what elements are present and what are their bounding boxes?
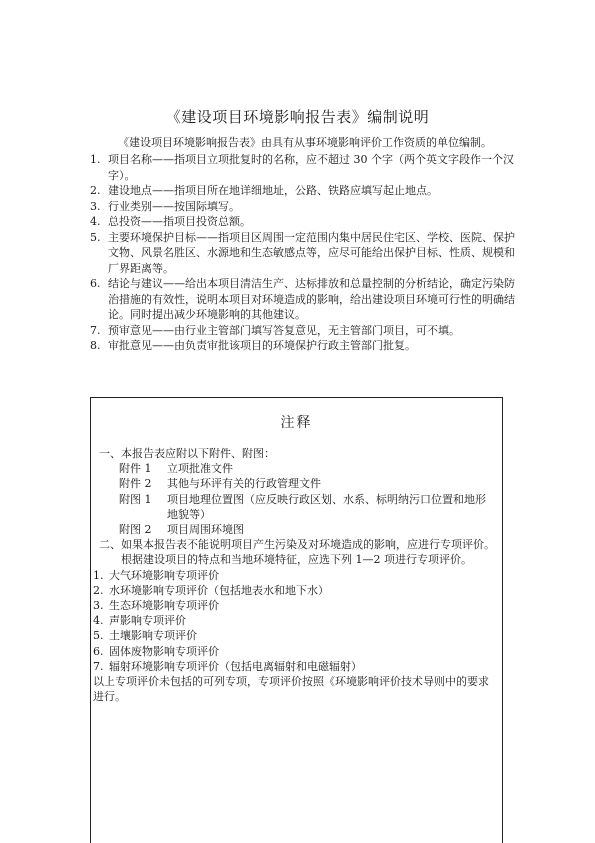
item-text: 总投资——指项目投资总额。	[108, 215, 251, 228]
item-text: 预审意见——由行业主管部门填写答复意见，无主管部门项目，可不填。	[108, 323, 460, 337]
instruction-list	[90, 152, 515, 354]
attachment-item	[91, 476, 502, 491]
topic-number: 5.	[93, 629, 104, 643]
item-number: 6.	[90, 277, 101, 290]
attachment-item	[91, 461, 502, 476]
topic-number: 6.	[93, 644, 104, 658]
item-number: 8.	[90, 339, 101, 352]
list-item	[90, 214, 515, 230]
notes-section-1	[91, 446, 502, 461]
section-text: 本报告表应附以下附件、附图：	[121, 447, 275, 460]
section-number: 二、	[99, 538, 121, 552]
attachment-label: 附图 1	[119, 492, 152, 506]
topic-text: 固体废物影响专项评价	[109, 644, 219, 658]
topic-item	[91, 659, 502, 674]
topic-number: 3.	[93, 599, 104, 613]
list-item	[90, 199, 515, 215]
attachment-item	[91, 522, 502, 537]
item-text: 建设地点——指项目所在地详细地址，公路、铁路应填写起止地点。	[108, 184, 438, 197]
item-number: 2.	[90, 184, 101, 197]
topic-item	[91, 628, 502, 643]
topic-text: 土壤影响专项评价	[109, 629, 197, 643]
section-text: 如果本报告表不能说明项目产生污染及对环境造成的影响，应进行专项评价。根据建设项目的特点和当地环境特征，应选下列 1—2 项进行专项评价。	[121, 538, 495, 567]
topic-item	[91, 598, 502, 613]
item-text: 项目名称——指项目立项批复时的名称，应不超过 30 个字（两个英文字段作一个汉字）。	[108, 153, 514, 182]
notes-body	[91, 446, 502, 704]
section-number: 一、	[99, 447, 121, 460]
item-text: 主要环境保护目标——指项目区周围一定范围内集中居民住宅区、学校、医院、保护文物、风景名胜区、水源地和生态敏感点等，应尽可能给出保护目标、性质、规模和厂界距离等。	[108, 230, 515, 275]
list-item	[90, 276, 515, 323]
attachment-text: 其他与环评有关的行政管理文件	[167, 477, 321, 491]
item-number: 3.	[90, 199, 101, 213]
attachment-label: 附件 1	[119, 462, 152, 476]
topic-text: 大气环境影响专项评价	[109, 568, 219, 582]
topic-text: 辐射环境影响专项评价（包括电离辐射和电磁辐射）	[109, 659, 362, 673]
notes-title: 注释	[280, 415, 313, 431]
document-title: 《建设项目环境影响报告表》编制说明	[165, 108, 430, 126]
attachment-item	[91, 492, 502, 522]
topic-item	[91, 644, 502, 659]
list-item	[90, 183, 515, 199]
attachment-label: 附件 2	[119, 477, 152, 491]
closing-text: 以上专项评价未包括的可列专项，专项评价按照《环境影响评价技术导则中的要求进行。	[93, 675, 489, 704]
item-number: 1.	[90, 153, 101, 166]
notes-section-2	[91, 537, 502, 567]
list-item	[90, 323, 515, 339]
item-text: 行业类别——按国际填写。	[108, 199, 240, 213]
attachment-text: 立项批准文件	[167, 462, 233, 476]
topic-item	[91, 568, 502, 583]
list-item	[90, 230, 515, 277]
topic-number: 7.	[93, 659, 104, 673]
item-number: 5.	[90, 230, 101, 244]
item-text: 结论与建议——给出本项目清洁生产、达标排放和总量控制的分析结论，确定污染防治措施的有效性，说明本项目对环境造成的影响，给出建设项目环境可行性的明确结论。同时提出减少环境影响的其他建议。	[108, 277, 515, 321]
item-number: 4.	[90, 215, 101, 228]
topic-number: 2.	[93, 583, 104, 597]
intro-paragraph: 《建设项目环境影响报告表》由具有从事环境影响评价工作资质的单位编制。	[118, 136, 492, 149]
attachment-text: 项目地理位置图（应反映行政区划、水系、标明纳污口位置和地形地貌等）	[167, 492, 486, 521]
topic-item	[91, 583, 502, 598]
topic-text: 声影响专项评价	[109, 614, 186, 628]
item-text: 审批意见——由负责审批该项目的环境保护行政主管部门批复。	[108, 339, 416, 352]
topic-number: 1.	[93, 568, 104, 582]
item-number: 7.	[90, 323, 101, 337]
topic-item	[91, 613, 502, 628]
topic-text: 水环境影响专项评价（包括地表水和地下水）	[109, 583, 329, 597]
attachment-text: 项目周围环境图	[167, 523, 244, 537]
list-item	[90, 152, 515, 183]
list-item	[90, 338, 515, 354]
topic-text: 生态环境影响专项评价	[109, 599, 219, 613]
topic-number: 4.	[93, 614, 104, 628]
attachment-label: 附图 2	[119, 523, 152, 537]
notes-box	[90, 397, 503, 843]
